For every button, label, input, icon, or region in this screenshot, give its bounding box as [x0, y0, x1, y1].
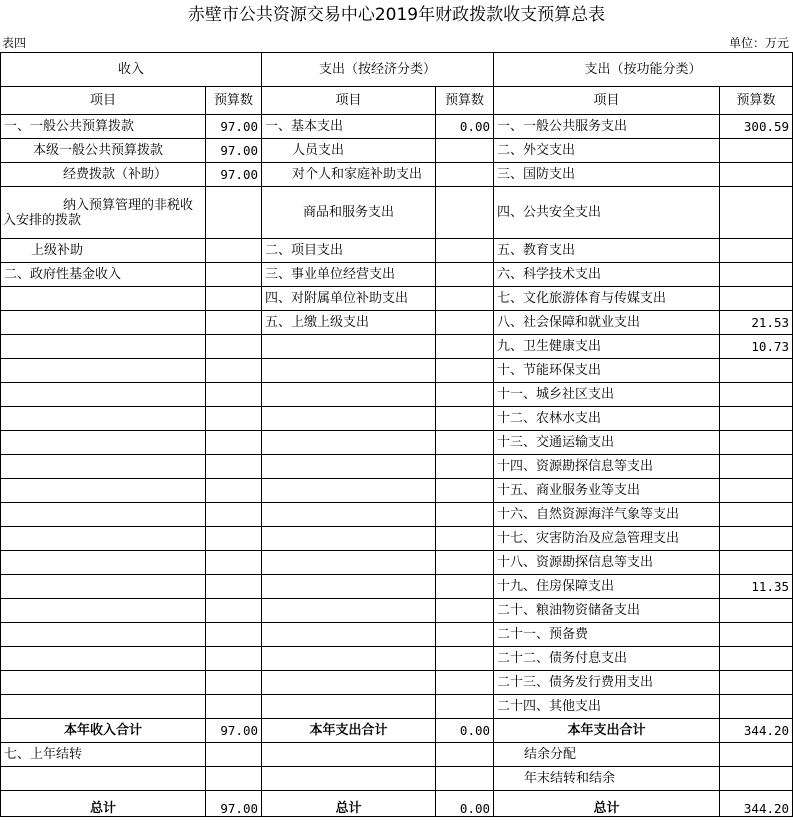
income-value [206, 695, 262, 719]
econ-value [436, 383, 494, 407]
func-item: 四、公共安全支出 [494, 187, 720, 239]
carry-row [1, 743, 793, 767]
income-value [206, 239, 262, 263]
table-row [1, 503, 793, 527]
func-item: 十四、资源勘探信息等支出 [494, 455, 720, 479]
header-budget: 预算数 [720, 87, 793, 115]
econ-item: 三、事业单位经营支出 [262, 263, 436, 287]
econ-value [436, 671, 494, 695]
carry-econ-value [436, 743, 494, 767]
econ-value [436, 359, 494, 383]
table-row [1, 671, 793, 695]
income-value [206, 187, 262, 239]
func-item: 十八、资源勘探信息等支出 [494, 551, 720, 575]
econ-item [262, 359, 436, 383]
carry-econ-value [436, 767, 494, 791]
income-item [1, 503, 206, 527]
econ-item [262, 407, 436, 431]
econ-item: 二、项目支出 [262, 239, 436, 263]
income-item [1, 287, 206, 311]
carry-func-item: 年末结转和结余 [494, 767, 720, 791]
grand-total-econ-label: 总计 [262, 791, 436, 817]
econ-item [262, 671, 436, 695]
income-value [206, 503, 262, 527]
func-value: 21.53 [720, 311, 793, 335]
func-item: 十五、商业服务业等支出 [494, 479, 720, 503]
income-value [206, 479, 262, 503]
income-value [206, 311, 262, 335]
year-total-econ-value: 0.00 [436, 719, 494, 743]
carry-income-value [206, 767, 262, 791]
income-value [206, 407, 262, 431]
func-item: 九、卫生健康支出 [494, 335, 720, 359]
income-item: 经费拨款（补助） [1, 163, 206, 187]
econ-item [262, 623, 436, 647]
func-value: 10.73 [720, 335, 793, 359]
func-item: 十六、自然资源海洋气象等支出 [494, 503, 720, 527]
table-body [1, 53, 793, 817]
table-row [1, 359, 793, 383]
income-item: 二、政府性基金收入 [1, 263, 206, 287]
econ-item: 商品和服务支出 [262, 187, 436, 239]
table-row [1, 431, 793, 455]
carry-income-item [1, 767, 206, 791]
income-value [206, 671, 262, 695]
econ-item [262, 335, 436, 359]
econ-item [262, 527, 436, 551]
income-value [206, 287, 262, 311]
carry-func-value [720, 767, 793, 791]
econ-item [262, 695, 436, 719]
table-row [1, 695, 793, 719]
income-item [1, 383, 206, 407]
income-item: 一、一般公共预算拨款 [1, 115, 206, 139]
econ-value [436, 599, 494, 623]
carry-func-item: 结余分配 [494, 743, 720, 767]
econ-value [436, 263, 494, 287]
econ-value [436, 695, 494, 719]
income-value [206, 575, 262, 599]
income-value [206, 335, 262, 359]
func-value [720, 503, 793, 527]
table-row [1, 187, 793, 239]
income-item [1, 431, 206, 455]
econ-value [436, 479, 494, 503]
econ-value [436, 527, 494, 551]
income-value: 97.00 [206, 115, 262, 139]
header-budget: 预算数 [436, 87, 494, 115]
income-item [1, 551, 206, 575]
econ-item [262, 383, 436, 407]
econ-value [436, 431, 494, 455]
carry-income-value [206, 743, 262, 767]
func-item: 十七、灾害防治及应急管理支出 [494, 527, 720, 551]
func-item: 十九、住房保障支出 [494, 575, 720, 599]
table-row [1, 115, 793, 139]
econ-value [436, 335, 494, 359]
table-row [1, 479, 793, 503]
func-value [720, 647, 793, 671]
econ-value [436, 139, 494, 163]
income-item [1, 623, 206, 647]
table-row [1, 239, 793, 263]
table-row [1, 163, 793, 187]
year-total-row [1, 719, 793, 743]
func-item: 十、节能环保支出 [494, 359, 720, 383]
header-item: 项目 [494, 87, 720, 115]
header-item: 项目 [1, 87, 206, 115]
income-item: 纳入预算管理的非税收入安排的拨款 [1, 187, 206, 239]
header-item: 项目 [262, 87, 436, 115]
income-item [1, 575, 206, 599]
func-value [720, 383, 793, 407]
econ-value [436, 239, 494, 263]
func-value [720, 163, 793, 187]
func-item: 六、科学技术支出 [494, 263, 720, 287]
year-total-func-value: 344.20 [720, 719, 793, 743]
header-row-columns [1, 87, 793, 115]
econ-value [436, 163, 494, 187]
page-title: 赤壁市公共资源交易中心2019年财政拨款收支预算总表 [187, 5, 606, 25]
func-value: 300.59 [720, 115, 793, 139]
income-item [1, 695, 206, 719]
econ-item: 五、上缴上级支出 [262, 311, 436, 335]
table-row [1, 335, 793, 359]
header-row-groups [1, 53, 793, 87]
grand-total-income-value: 97.00 [206, 791, 262, 817]
econ-value [436, 503, 494, 527]
table-row [1, 139, 793, 163]
income-item [1, 407, 206, 431]
econ-value [436, 575, 494, 599]
func-value [720, 695, 793, 719]
func-item: 七、文化旅游体育与传媒支出 [494, 287, 720, 311]
econ-value [436, 311, 494, 335]
econ-item: 对个人和家庭补助支出 [262, 163, 436, 187]
func-value [720, 431, 793, 455]
func-value [720, 359, 793, 383]
carry-row [1, 767, 793, 791]
year-total-income-label: 本年收入合计 [1, 719, 206, 743]
income-item [1, 359, 206, 383]
func-value [720, 599, 793, 623]
grand-total-func-value: 344.20 [720, 791, 793, 817]
income-value [206, 623, 262, 647]
econ-item [262, 431, 436, 455]
table-row [1, 551, 793, 575]
table-row [1, 575, 793, 599]
income-item [1, 311, 206, 335]
econ-item: 人员支出 [262, 139, 436, 163]
func-value [720, 239, 793, 263]
func-value [720, 287, 793, 311]
income-value [206, 263, 262, 287]
income-value [206, 455, 262, 479]
income-value [206, 383, 262, 407]
econ-value [436, 551, 494, 575]
econ-item [262, 479, 436, 503]
econ-item [262, 599, 436, 623]
func-item: 十一、城乡社区支出 [494, 383, 720, 407]
table-row [1, 623, 793, 647]
unit-label: 单位：万元 [728, 36, 789, 50]
func-value [720, 479, 793, 503]
func-value [720, 187, 793, 239]
table-row [1, 287, 793, 311]
header-econ: 支出（按经济分类） [262, 53, 494, 87]
table-row [1, 383, 793, 407]
income-item [1, 335, 206, 359]
func-item: 二、外交支出 [494, 139, 720, 163]
func-value [720, 551, 793, 575]
income-value [206, 551, 262, 575]
func-value [720, 407, 793, 431]
grand-total-income-label: 总计 [1, 791, 206, 817]
income-item: 上级补助 [1, 239, 206, 263]
grand-total-row [1, 791, 793, 817]
carry-func-value [720, 743, 793, 767]
table-row [1, 599, 793, 623]
func-value [720, 455, 793, 479]
income-value [206, 527, 262, 551]
econ-item [262, 503, 436, 527]
table-row [1, 455, 793, 479]
econ-value [436, 455, 494, 479]
year-total-income-value: 97.00 [206, 719, 262, 743]
income-value: 97.00 [206, 163, 262, 187]
income-item [1, 527, 206, 551]
income-item: 本级一般公共预算拨款 [1, 139, 206, 163]
func-item: 三、国防支出 [494, 163, 720, 187]
table-row [1, 407, 793, 431]
func-item: 五、教育支出 [494, 239, 720, 263]
econ-value: 0.00 [436, 115, 494, 139]
func-value [720, 139, 793, 163]
table-row [1, 263, 793, 287]
func-item: 十三、交通运输支出 [494, 431, 720, 455]
header-func: 支出（按功能分类） [494, 53, 793, 87]
func-item: 二十一、预备费 [494, 623, 720, 647]
econ-value [436, 287, 494, 311]
econ-item [262, 575, 436, 599]
header-income: 收入 [1, 53, 262, 87]
func-value [720, 671, 793, 695]
budget-table [0, 52, 793, 817]
year-total-func-label: 本年支出合计 [494, 719, 720, 743]
income-value: 97.00 [206, 139, 262, 163]
econ-item [262, 551, 436, 575]
income-value [206, 431, 262, 455]
table-row [1, 527, 793, 551]
grand-total-func-label: 总计 [494, 791, 720, 817]
econ-value [436, 623, 494, 647]
income-value [206, 647, 262, 671]
table-row [1, 311, 793, 335]
income-item [1, 455, 206, 479]
func-item: 一、一般公共服务支出 [494, 115, 720, 139]
grand-total-econ-value: 0.00 [436, 791, 494, 817]
func-item: 十二、农林水支出 [494, 407, 720, 431]
income-value [206, 359, 262, 383]
table-row [1, 647, 793, 671]
income-item [1, 647, 206, 671]
func-value [720, 623, 793, 647]
func-item: 二十三、债务发行费用支出 [494, 671, 720, 695]
func-item: 八、社会保障和就业支出 [494, 311, 720, 335]
income-item [1, 479, 206, 503]
econ-item: 一、基本支出 [262, 115, 436, 139]
income-item [1, 671, 206, 695]
func-value [720, 263, 793, 287]
income-item [1, 599, 206, 623]
econ-item [262, 647, 436, 671]
econ-value [436, 647, 494, 671]
econ-value [436, 187, 494, 239]
func-item: 二十二、债务付息支出 [494, 647, 720, 671]
func-item: 二十、粮油物资储备支出 [494, 599, 720, 623]
func-value [720, 527, 793, 551]
func-item: 二十四、其他支出 [494, 695, 720, 719]
header-budget: 预算数 [206, 87, 262, 115]
econ-item [262, 455, 436, 479]
table-number: 表四 [2, 36, 27, 50]
income-value [206, 599, 262, 623]
econ-value [436, 407, 494, 431]
carry-econ-item [262, 743, 436, 767]
econ-item: 四、对附属单位补助支出 [262, 287, 436, 311]
carry-econ-item [262, 767, 436, 791]
carry-income-item: 七、上年结转 [1, 743, 206, 767]
year-total-econ-label: 本年支出合计 [262, 719, 436, 743]
func-value: 11.35 [720, 575, 793, 599]
